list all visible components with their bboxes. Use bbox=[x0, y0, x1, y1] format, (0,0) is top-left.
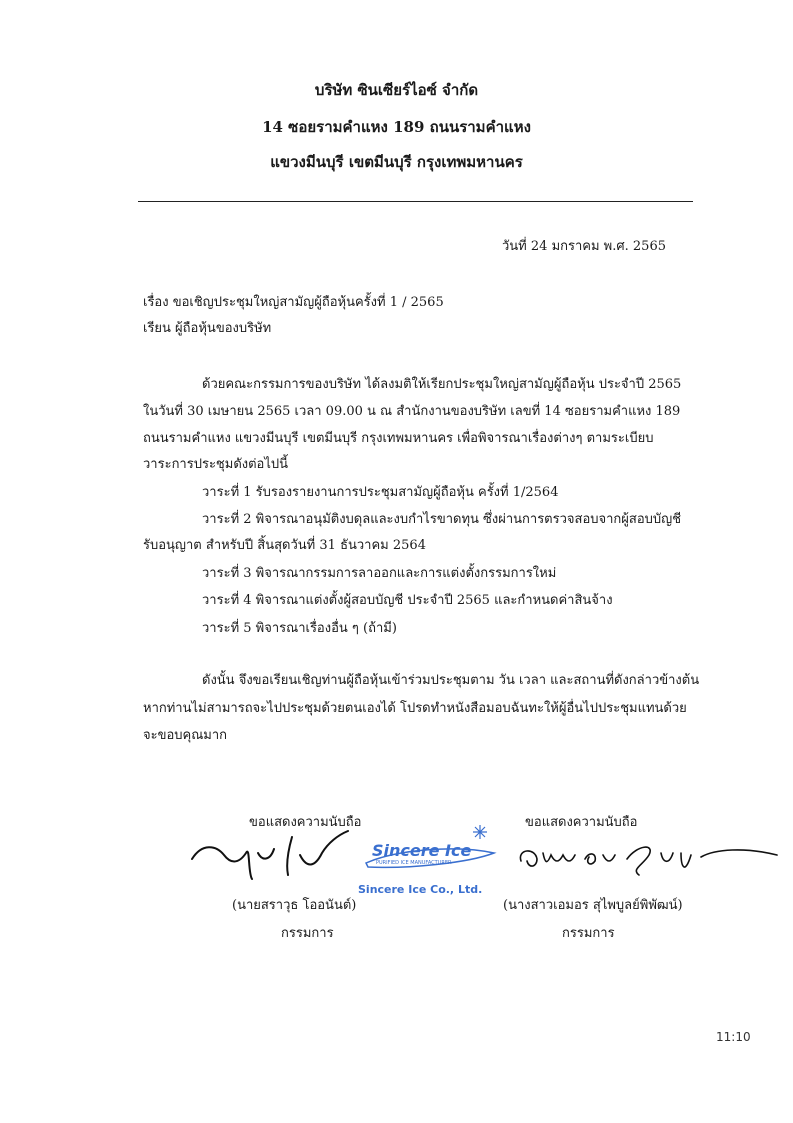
paragraph-line: วาระการประชุมดังต่อไปนี้ bbox=[143, 457, 289, 472]
letter-subject: เรื่อง ขอเชิญประชุมใหญ่สามัญผู้ถือหุ้นครั้งที่ 1 / 2565 bbox=[143, 295, 444, 310]
right-signatory-title: กรรมการ bbox=[562, 926, 615, 941]
left-signatory-name: (นายสราวุธ โออนันต์) bbox=[232, 898, 357, 913]
paragraph-line: ในวันที่ 30 เมษายน 2565 เวลา 09.00 น ณ สำนักงานของบริษัท เลขที่ 14 ซอยรามคำแหง 189 bbox=[143, 404, 681, 419]
company-stamp bbox=[358, 823, 498, 901]
left-signatory-title: กรรมการ bbox=[281, 926, 334, 941]
company-address-line1: 14 ซอยรามคำแหง 189 ถนนรามคำแหง bbox=[262, 118, 531, 136]
stamp-tagline: PURIFIED ICE MANUFACTURER bbox=[376, 860, 452, 866]
paragraph-line: ถนนรามคำแหง แขวงมีนบุรี เขตมีนบุรี กรุงเทพมหานคร เพื่อพิจารณาเรื่องต่างๆ ตามระเบียบ bbox=[143, 431, 654, 446]
agenda-item: วาระที่ 1 รับรองรายงานการประชุมสามัญผู้ถือหุ้น ครั้งที่ 1/2564 bbox=[202, 485, 559, 500]
paragraph-line: จะขอบคุณมาก bbox=[143, 728, 228, 743]
stamp-company: Sincere Ice Co., Ltd. bbox=[358, 883, 483, 896]
agenda-item: วาระที่ 4 พิจารณาแต่งตั้งผู้สอบบัญชี ประจำปี 2565 และกำหนดค่าสินจ้าง bbox=[202, 593, 613, 608]
letter-salutation: เรียน ผู้ถือหุ้นของบริษัท bbox=[143, 321, 272, 336]
company-name: บริษัท ซินเซียร์ไอซ์ จำกัด bbox=[314, 81, 479, 99]
paragraph-line: ดังนั้น จึงขอเรียนเชิญท่านผู้ถือหุ้นเข้าร่วมประชุมตาม วัน เวลา และสถานที่ดังกล่าวข้างต้น bbox=[202, 673, 700, 688]
paragraph-line: ด้วยคณะกรรมการของบริษัท ได้ลงมติให้เรียกประชุมใหญ่สามัญผู้ถือหุ้น ประจำปี 2565 bbox=[202, 377, 682, 392]
timestamp: 11:10 bbox=[716, 1030, 751, 1044]
header-divider bbox=[138, 201, 693, 202]
company-address-line2: แขวงมีนบุรี เขตมีนบุรี กรุงเทพมหานคร bbox=[270, 153, 523, 171]
left-closing: ขอแสดงความนับถือ bbox=[249, 815, 362, 830]
agenda-item: วาระที่ 3 พิจารณากรรมการลาออกและการแต่งตั้งกรรมการใหม่ bbox=[202, 566, 557, 581]
right-signature-icon bbox=[515, 835, 780, 880]
paragraph-line: หากท่านไม่สามารถจะไปประชุมด้วยตนเองได้ โปรดทำหนังสือมอบฉันทะให้ผู้อื่นไปประชุมแทนด้วย bbox=[143, 701, 687, 716]
agenda-item-continued: รับอนุญาต สำหรับปี สิ้นสุดวันที่ 31 ธันวาคม 2564 bbox=[143, 538, 426, 553]
letter-date: วันที่ 24 มกราคม พ.ศ. 2565 bbox=[502, 239, 666, 254]
agenda-item: วาระที่ 2 พิจารณาอนุมัติงบดุลและงบกำไรขาดทุน ซึ่งผ่านการตรวจสอบจากผู้สอบบัญชี bbox=[202, 512, 682, 527]
stamp-brand: Sincere Ice bbox=[372, 841, 472, 860]
left-signature-icon bbox=[188, 825, 368, 885]
right-closing: ขอแสดงความนับถือ bbox=[525, 815, 638, 830]
agenda-item: วาระที่ 5 พิจารณาเรื่องอื่น ๆ (ถ้ามี) bbox=[202, 621, 397, 636]
right-signatory-name: (นางสาวเอมอร สุไพบูลย์พิพัฒน์) bbox=[503, 898, 683, 913]
